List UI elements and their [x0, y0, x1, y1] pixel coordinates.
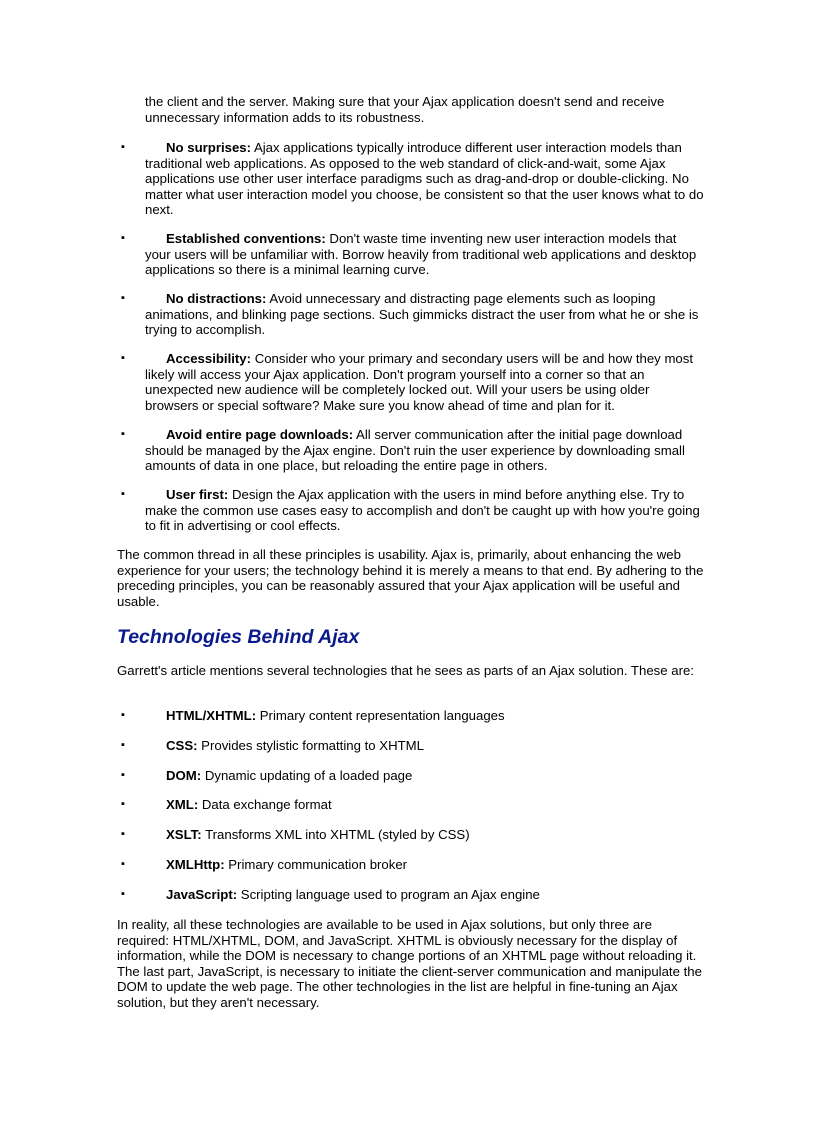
list-item-description: Ajax applications typically introduce different user interaction models than traditional web applications. As opposed to the web standard of click-and-wait, some Ajax applications use other user interface paradigms such as drag-and-drop or double-clicking. No matter what user interaction model you choose, be consistent so that the user knows what to do next.	[145, 140, 704, 218]
list-item-term: Avoid entire page downloads:	[166, 427, 354, 442]
list-item-term: DOM:	[166, 768, 202, 783]
list-item-description: Consider who your primary and secondary users will be and how they most likely will access your Ajax application. Don't program yourself into a corner so that an unexpected new audience will be completely locked out. Will your users be using older browsers or special software? Make sure you know ahead of time and plan for it.	[145, 351, 694, 413]
bullet-icon: ▪	[121, 232, 125, 244]
list-item-description: Design the Ajax application with the users in mind before anything else. Try to make the common use cases easy to accomplish and don't be caught up with how you're going to fit in advertising or cool effects.	[145, 487, 700, 534]
list-item-text	[145, 487, 705, 534]
bullet-icon: ▪	[121, 739, 125, 751]
list-item-description: Scripting language used to program an Ajax engine	[237, 887, 540, 902]
bullet-icon: ▪	[121, 888, 125, 900]
list-item-text	[145, 231, 705, 278]
bullet-icon: ▪	[121, 352, 125, 364]
list-item-text	[145, 768, 705, 784]
list-item-description: Data exchange format	[198, 797, 332, 812]
bullet-icon: ▪	[121, 798, 125, 810]
list-item-text	[145, 857, 705, 873]
list-item-description: Transforms XML into XHTML (styled by CSS)	[201, 827, 470, 842]
list-item-description: Provides stylistic formatting to XHTML	[197, 738, 424, 753]
list-item-description: Primary content representation languages	[256, 708, 505, 723]
list-item-term: JavaScript:	[166, 887, 238, 902]
list-item-text	[145, 708, 705, 724]
bullet-icon: ▪	[121, 488, 125, 500]
list-item-text	[145, 887, 705, 903]
list-item-term: HTML/XHTML:	[166, 708, 257, 723]
bullet-icon: ▪	[121, 141, 125, 153]
list-item-description: All server communication after the initial page download should be managed by the Ajax engine. Don't ruin the user experience by downloading small amounts of data in one place, but reloading the entire page in others.	[145, 427, 685, 474]
list-item-text	[145, 797, 705, 813]
list-item-text	[145, 827, 705, 843]
closing-paragraph: In reality, all these technologies are available to be used in Ajax solutions, but only three are required: HTML/XHTML, DOM, and JavaScript. XHTML is obviously necessary for the display of information, while the DOM is necessary to change portions of an XHTML page without reloading it. The last part, JavaScript, is necessary to initiate the client-server communication and manipulate the DOM to update the web page. The other technologies in the list are helpful in fine-tuning an Ajax solution, but they aren't necessary.	[117, 917, 702, 1010]
list-item-term: CSS:	[166, 738, 198, 753]
section-heading: Technologies Behind Ajax	[117, 626, 360, 648]
list-item-text	[145, 351, 705, 413]
list-item-term: XML:	[166, 797, 199, 812]
list-item-description: Dynamic updating of a loaded page	[201, 768, 413, 783]
list-item-text	[145, 140, 705, 218]
bullet-icon: ▪	[121, 858, 125, 870]
bullet-icon: ▪	[121, 828, 125, 840]
list-item-text	[145, 291, 705, 338]
bullet-icon: ▪	[121, 709, 125, 721]
list-item-term: User first:	[166, 487, 229, 502]
list-item-term: No surprises:	[166, 140, 252, 155]
summary-paragraph: The common thread in all these principles is usability. Ajax is, primarily, about enhancing the web experience for your users; the technology behind it is merely a means to that end. By adhering to the preceding principles, you can be reasonably assured that your Ajax application will be useful and usable.	[117, 547, 704, 609]
list-item-term: Accessibility:	[166, 351, 252, 366]
bullet-icon: ▪	[121, 428, 125, 440]
list-item-term: Established conventions:	[166, 231, 326, 246]
list-item-description: Avoid unnecessary and distracting page elements such as looping animations, and blinking page sections. Such gimmicks distract the user from what he or she is trying to accomplish.	[145, 291, 699, 338]
list-item-term: No distractions:	[166, 291, 267, 306]
list-item-description: Primary communication broker	[224, 857, 408, 872]
list-item-text	[145, 738, 705, 754]
intro-paragraph: Garrett's article mentions several technologies that he sees as parts of an Ajax solution. These are:	[117, 663, 694, 678]
continuation-paragraph: the client and the server. Making sure that your Ajax application doesn't send and receive unnecessary information adds to its robustness.	[145, 94, 665, 125]
bullet-icon: ▪	[121, 769, 125, 781]
list-item-term: XMLHttp:	[166, 857, 225, 872]
list-item-description: Don't waste time inventing new user interaction models that your users will be unfamiliar with. Borrow heavily from traditional web applications and desktop applications so there is a minimal learning curve.	[145, 231, 697, 278]
bullet-icon: ▪	[121, 292, 125, 304]
list-item-text	[145, 427, 705, 474]
list-item-term: XSLT:	[166, 827, 202, 842]
